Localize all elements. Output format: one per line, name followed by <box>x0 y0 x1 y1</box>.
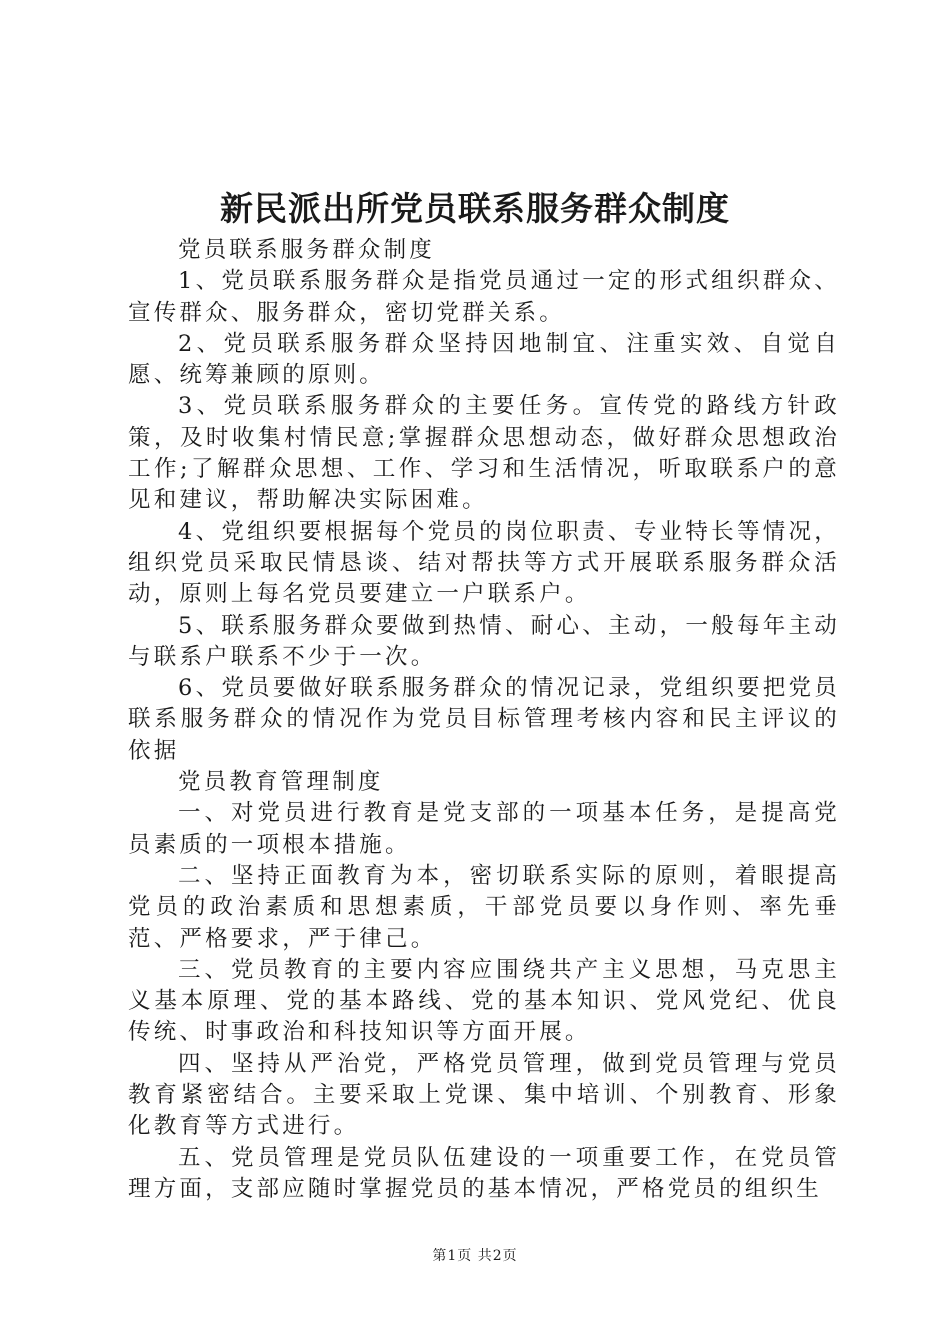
paragraph: 一、对党员进行教育是党支部的一项基本任务，是提高党员素质的一项根本措施。 <box>128 800 840 858</box>
section-heading: 党员联系服务群众制度 <box>178 237 436 263</box>
paragraph: 6、党员要做好联系服务群众的情况记录，党组织要把党员联系服务群众的情况作为党员目标管理考核内容和民主评议的依据 <box>128 675 840 764</box>
paragraph: 二、坚持正面教育为本，密切联系实际的原则，着眼提高党员的政治素质和思想素质，干部党员要以身作则、率先垂范、严格要求，严于律己。 <box>128 862 840 952</box>
paragraph: 4、党组织要根据每个党员的岗位职责、专业特长等情况，组织党员采取民情恳谈、结对帮扶等方式开展联系服务群众活动，原则上每名党员要建立一户联系户。 <box>128 518 840 608</box>
paragraph: 四、坚持从严治党，严格党员管理，做到党员管理与党员教育紧密结合。主要采取上党课、集中培训、个别教育、形象化教育等方式进行。 <box>128 1050 840 1140</box>
paragraph: 三、党员教育的主要内容应围绕共产主义思想，马克思主义基本原理、党的基本路线、党的基本知识、党风党纪、优良传统、时事政治和科技知识等方面开展。 <box>128 956 840 1046</box>
paragraph: 3、党员联系服务群众的主要任务。宣传党的路线方针政策，及时收集村情民意;掌握群众思想动态，做好群众思想政治工作;了解群众思想、工作、学习和生活情况，听取联系户的意见和建议，帮助解决实际困难。 <box>128 393 840 514</box>
paragraph: 五、党员管理是党员队伍建设的一项重要工作，在党员管理方面，支部应随时掌握党员的基本情况，严格党员的组织生 <box>128 1144 840 1202</box>
paragraph: 5、联系服务群众要做到热情、耐心、主动，一般每年主动与联系户联系不少于一次。 <box>128 612 840 670</box>
section-heading: 党员教育管理制度 <box>178 769 384 796</box>
paragraph: 1、党员联系服务群众是指党员通过一定的形式组织群众、宣传群众、服务群众，密切党群关系。 <box>128 268 840 326</box>
document-title: 新民派出所党员联系服务群众制度 <box>220 189 730 228</box>
page-number-footer: 第1页 共2页 <box>432 1248 518 1264</box>
document-body <box>128 235 840 1205</box>
paragraph: 2、党员联系服务群众坚持因地制宜、注重实效、自觉自愿、统筹兼顾的原则。 <box>128 330 840 389</box>
